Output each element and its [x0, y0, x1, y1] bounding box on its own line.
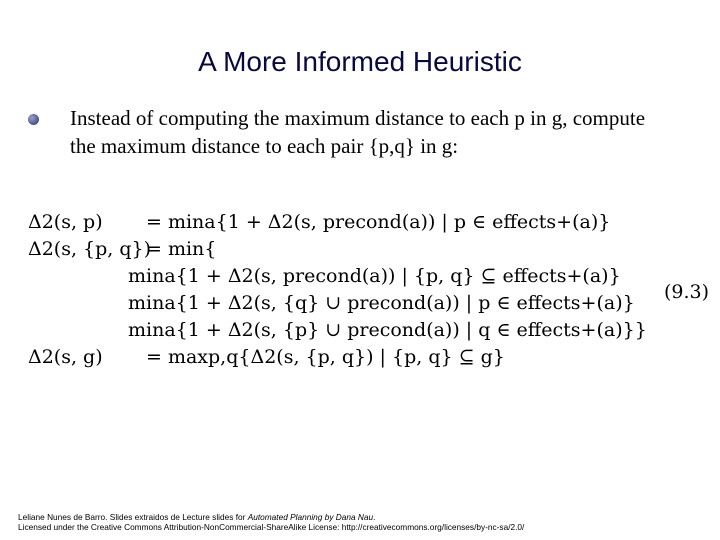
equation-rhs: = mina{1 + Δ2(s, precond(a)) | p ∈ effects+(a)} [146, 211, 611, 233]
equation-rhs: mina{1 + Δ2(s, precond(a)) | {p, q} ⊆ effects+(a)} [128, 265, 621, 287]
equation-line [28, 319, 647, 346]
equation-rhs: = min{ [146, 238, 217, 260]
equation-lhs: Δ2(s, p) [28, 211, 103, 233]
equation-line [28, 292, 635, 319]
equation-block [28, 211, 647, 373]
equation-line [28, 238, 628, 265]
equation-rhs: = maxp,q{Δ2(s, {p, q}) | {p, q} ⊆ g} [146, 346, 505, 368]
equation-number: (9.3) [664, 281, 710, 303]
slide-title: A More Informed Heuristic [198, 46, 522, 77]
equation-rhs: mina{1 + Δ2(s, {p} ∪ precond(a)) | q ∈ effects+(a)}} [128, 319, 647, 341]
equation-rhs: mina{1 + Δ2(s, {q} ∪ precond(a)) | p ∈ effects+(a)} [128, 292, 635, 314]
bullet-text: Instead of computing the maximum distance to each p in g, compute the maximum distance to each pair {p,q} in g: [70, 106, 646, 158]
footer-license: Licensed under the Creative Commons Attribution-NonCommercial-ShareAlike License: http://creativecommons.org/licenses/by-nc-sa/2.0/ [18, 522, 525, 532]
equation-line [28, 346, 628, 373]
footer-author: Leliane Nunes de Barro. Slides extraidos de Lecture slides for [18, 512, 248, 522]
equation-lhs: Δ2(s, {p, q}) [28, 238, 152, 260]
footer-book-title: Automated Planning by Dana Nau [247, 512, 374, 522]
equation-line [28, 265, 628, 292]
equation-line [28, 211, 628, 238]
equation-lhs: Δ2(s, g) [28, 346, 103, 368]
footer-period: . [373, 512, 376, 522]
bullet-dot-icon [28, 114, 39, 125]
footer-line-1 [18, 512, 708, 522]
footer-credit [18, 512, 708, 532]
